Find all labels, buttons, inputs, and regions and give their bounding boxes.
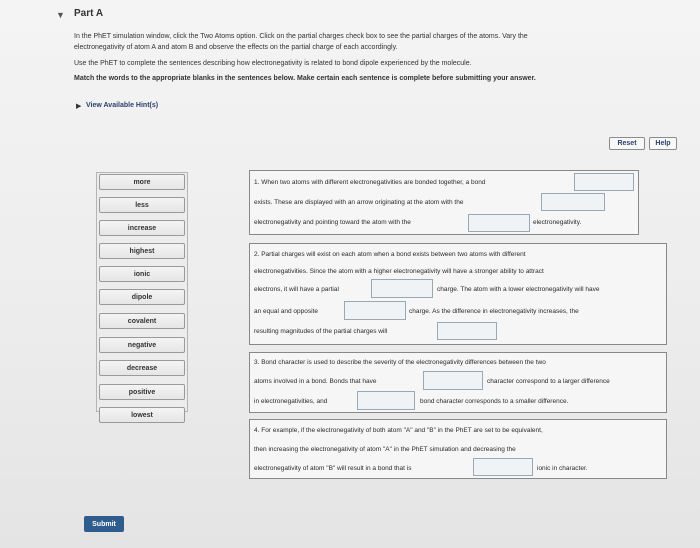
answer-blank[interactable]: [437, 322, 497, 340]
word-tile[interactable]: negative: [99, 337, 185, 353]
word-tile[interactable]: decrease: [99, 360, 185, 376]
sentence-text: charge. As the difference in electronegativity increases, the: [409, 308, 579, 315]
sentence-text: an equal and opposite: [254, 308, 318, 315]
hint-caret-icon: ▶: [76, 103, 82, 110]
sentence-text: ionic in character.: [537, 465, 588, 472]
word-tile[interactable]: more: [99, 174, 185, 190]
sentence-text: charge. The atom with a lower electronegativity will have: [437, 286, 600, 293]
sentence-text: electronegativities. Since the atom with a higher electronegativity will have a stronger ability to attract: [254, 268, 544, 275]
sentence-text: 1. When two atoms with different electronegativities are bonded together, a bond: [254, 179, 486, 186]
sentence-text: character correspond to a larger difference: [487, 378, 610, 385]
answer-blank[interactable]: [541, 193, 605, 211]
answer-blank[interactable]: [473, 458, 533, 476]
instruction-line-4: Match the words to the appropriate blanks in the sentences below. Make certain each sentence is complete before submitting your answer.: [74, 75, 536, 82]
sentence-text: 4. For example, if the electronegativity of both atom "A" and "B" in the PhET are set to be equivalent,: [254, 427, 543, 434]
sentence-text: then increasing the electronegativity of atom "A" in the PhET simulation and decreasing the: [254, 446, 516, 453]
sentence-text: atoms involved in a bond. Bonds that have: [254, 378, 377, 385]
instruction-line-1: In the PhET simulation window, click the Two Atoms option. Click on the partial charges check box to see the partial charges of the atoms. Vary the: [74, 33, 528, 40]
sentence-text: resulting magnitudes of the partial charges will: [254, 328, 388, 335]
answer-blank[interactable]: [574, 173, 634, 191]
word-tile[interactable]: positive: [99, 384, 185, 400]
reset-button[interactable]: Reset: [609, 137, 645, 150]
word-tile[interactable]: highest: [99, 243, 185, 259]
view-hints-link[interactable]: View Available Hint(s): [86, 102, 159, 109]
answer-blank[interactable]: [357, 391, 415, 410]
part-title: Part A: [74, 8, 104, 19]
instruction-line-3: Use the PhET to complete the sentences describing how electronegativity is related to bond dipole experienced by the molecule.: [74, 60, 472, 67]
sentence-text: bond character corresponds to a smaller difference.: [420, 398, 569, 405]
sentence-text: 3. Bond character is used to describe the severity of the electronegativity differences between the two: [254, 359, 546, 366]
word-tile[interactable]: dipole: [99, 289, 185, 305]
answer-blank[interactable]: [344, 301, 406, 320]
answer-blank[interactable]: [468, 214, 530, 232]
answer-blank[interactable]: [371, 279, 433, 298]
word-tile[interactable]: ionic: [99, 266, 185, 282]
sentence-text: electronegativity of atom "B" will result in a bond that is: [254, 465, 412, 472]
instruction-line-2: electronegativity of atom A and atom B and observe the effects on the partial charge of each accordingly.: [74, 44, 398, 51]
help-button[interactable]: Help: [649, 137, 677, 150]
sentence-text: in electronegativities, and: [254, 398, 328, 405]
sentence-text: electrons, it will have a partial: [254, 286, 339, 293]
answer-blank[interactable]: [423, 371, 483, 390]
word-tile[interactable]: lowest: [99, 407, 185, 423]
sentence-text: exists. These are displayed with an arrow originating at the atom with the: [254, 199, 464, 206]
submit-button[interactable]: Submit: [84, 516, 124, 532]
word-tile[interactable]: less: [99, 197, 185, 213]
word-tile[interactable]: covalent: [99, 313, 185, 329]
instructions: [74, 31, 674, 84]
sentence-text: electronegativity and pointing toward the atom with the: [254, 219, 411, 226]
sentence-text: electronegativity.: [533, 219, 582, 226]
sentence-text: 2. Partial charges will exist on each atom when a bond exists between two atoms with different: [254, 251, 526, 258]
word-tile[interactable]: increase: [99, 220, 185, 236]
collapse-caret-icon[interactable]: ▼: [56, 10, 65, 20]
